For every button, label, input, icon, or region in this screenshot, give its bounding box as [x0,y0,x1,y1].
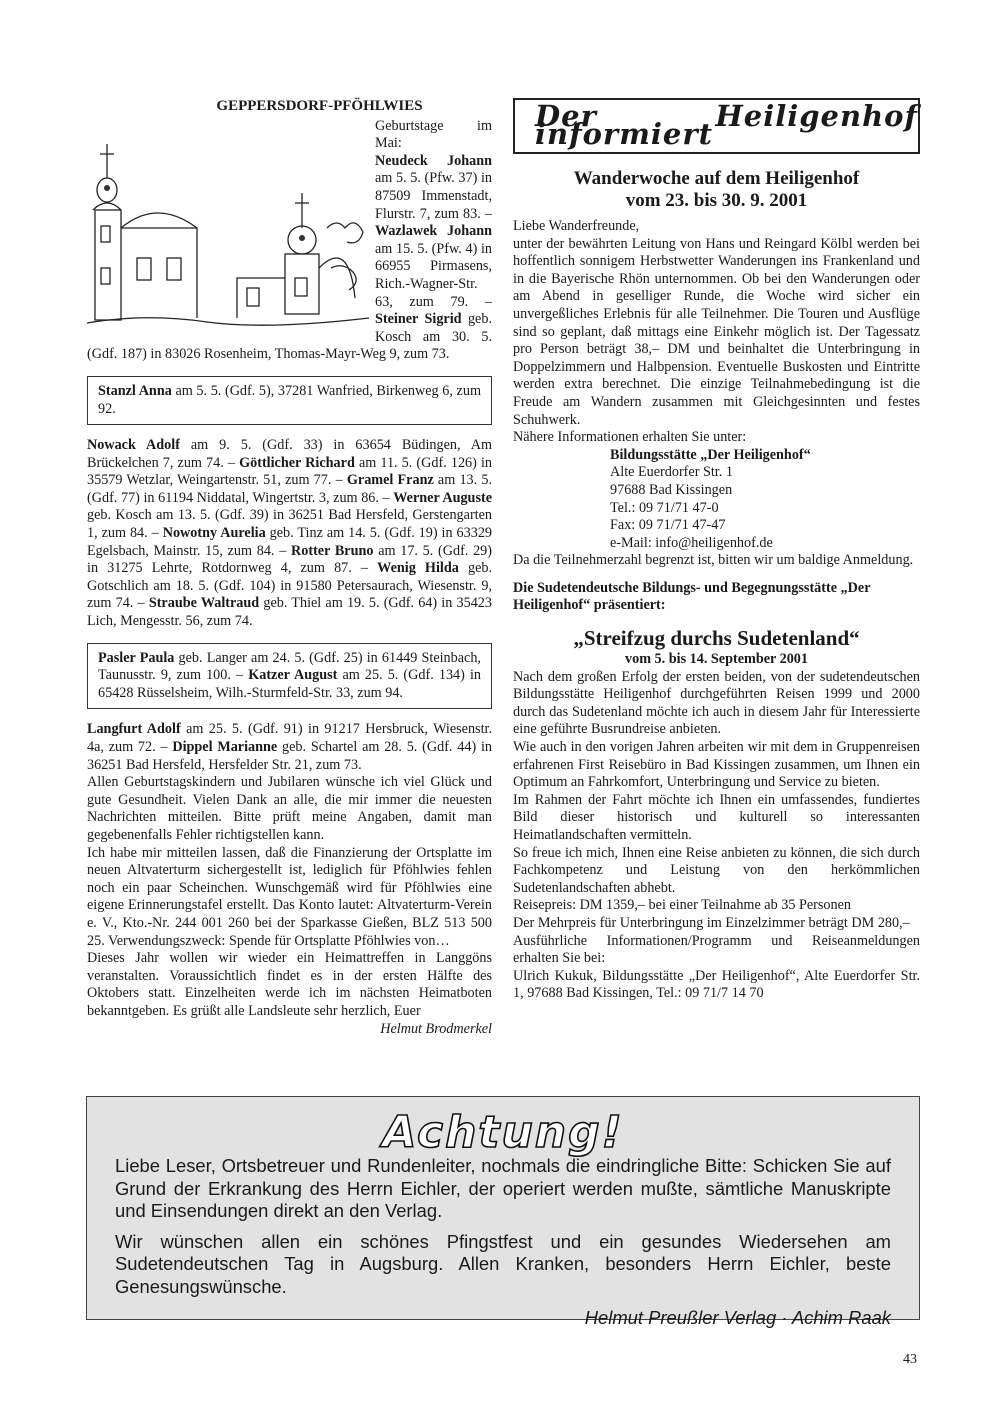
address-name: Bildungsstätte „Der Heiligenhof“ [610,446,811,463]
person-name: Rotter Bruno [291,542,374,559]
notice-box [86,1096,920,1328]
person-name: Dippel Marianne [172,739,278,755]
meeting-paragraph: Dieses Jahr wollen wir wieder ein Heimattreffen in Langgöns veranstalten. Voraussichtlich findet es in der ersten Hälfte des Oktobers statt. Einzelheiten werde ich im nächsten Heimatboten bekanntgeben. Es grüßt alle Landsleute sehr herzlich, Euer [87,950,492,1019]
tour-paragraph-2: Wie auch in den vorigen Jahren arbeiten wir mit dem in Gruppenreisen erfahrenen First Reisebüro in Bad Kissingen zusammen, um Ihnen ein Optimum an Fahrkomfort, Unterbringung und Service zu bieten. [513,739,920,791]
box-1-text: Stanzl Anna am 5. 5. (Gdf. 5), 37281 Wanfried, Birkenweg 6, zum 92. [98,382,481,417]
person-name: Steiner Sigrid [375,311,462,328]
person-name: Göttlicher Richard [239,454,355,471]
address-city: 97688 Bad Kissingen [610,481,733,498]
birthday-paragraph-2: Nowack Adolf am 9. 5. (Gdf. 33) in 63654 Büdingen, Am Brückelchen 7, zum 74. – Göttlicher Richard am 11. 5. (Gdf. 126) in 35579 Wetzlar, Weingartenstr. 51, zum 77. – Gramel Franz am 13. 5. (Gdf. 77) in 61194 Niddatal, Wingertstr. 3, zum 86. – Werner Auguste geb. Kosch am 13. 5. (Gdf. 39) in 36251 Bad Hersfeld, Gerstengarten 1, zum 84. – Nowotny Aurelia geb. Tinz am 14. 5. (Gdf. 19) in 63329 Egelsbach, Mainstr. 15, zum 84. – Rotter Bruno am 17. 5. (Gdf. 29) in 31275 Lehrte, Rotdornweg 4, zum 87. – Wenig Hilda geb. Gotschlich am 18. 5. (Gdf. 104) in 91580 Petersaurach, Wiesenstr. 9, zum 74. – Straube Waltraud geb. Thiel am 19. 5. (Gdf. 64) in 35423 Lich, Mengesstr. 56, zum 74. [87,437,493,630]
greeting: Liebe Wanderfreunde, [513,218,640,234]
heiligenhof-banner [513,98,920,154]
church-drawing [87,118,369,333]
tour-paragraph-1: Nach dem großen Erfolg der ersten beiden, von der sudetendeutschen Bildungsstätte Heiligenhof durchgeführten Reisen 1999 und 2000 durch das Sudetenland möchte ich auch in diesem Jahr für Interessierte eine geführte Busrundreise anbieten. [513,668,920,738]
person-name: Wazlawek Johann [375,223,492,240]
person-name: Wenig Hilda [377,560,459,577]
highlight-box-1 [87,376,492,425]
contact-line: Ulrich Kukuk, Bildungsstätte „Der Heiligenhof“, Alte Euerdorfer Str. 1, 97688 Bad Kissingen, Tel.: 09 71/7 14 70 [513,967,920,1002]
birthday-paragraph-3: Langfurt Adolf am 25. 5. (Gdf. 91) in 91217 Hersbruck, Wiesenstr. 4a, zum 72. – Dippel Marianne geb. Schartel am 28. 5. (Gdf. 44) in 36251 Bad Hersfeld, Hersfelder Str. 21, zum 73. [87,721,492,773]
intro-text: Geburtstage im Mai: [375,117,492,152]
box-2-text: Pasler Paula geb. Langer am 24. 5. (Gdf. 25) in 61449 Steinbach, Taunusstr. 9, zum 100. – Katzer August am 25. 5. (Gdf. 134) in 65428 Rüsselsheim, Wilh.-Sturmfeld-Str. 33, zum 94. [98,649,481,701]
thanks-paragraph: Allen Geburtstagskindern und Jubilaren wünsche ich viel Glück und gute Gesundheit. Vielen Dank an alle, die mir immer die neuesten Nachrichten mitteilen. Bitte prüft meine Angaben, damit man gegebenenfalls Fehler richtigstellen kann. [87,774,492,843]
left-signature: Helmut Brodmerkel [380,1020,492,1037]
address-email: e-Mail: info@heiligenhof.de [610,534,773,551]
article-title-2: „Streifzug durchs Sudetenland“ [573,626,860,651]
banner-title: Der Heiligenhof informiert [535,99,918,151]
person-name: Pasler Paula [98,649,175,666]
highlight-box-2 [87,643,492,710]
church-illustration [87,118,369,333]
address-block [610,447,920,553]
person-name: Langfurt Adolf [87,721,181,738]
presents-heading: Die Sudetendeutsche Bildungs- und Begegnungsstätte „Der Heiligenhof“ präsentiert: [513,579,871,614]
notice-text [115,1155,891,1337]
person-name: Straube Waltraud [148,595,260,612]
address-fax: Fax: 09 71/71 47-47 [610,517,726,534]
person-name: Nowotny Aurelia [162,525,266,542]
article-title-1: Wanderwoche auf dem Heiligenhof [573,168,860,189]
person-name: Werner Auguste [393,489,492,506]
wander-paragraph: unter der bewährten Leitung von Hans und Reingard Kölbl werden bei hoffentlich sonnigem Herbstwetter Wanderungen ins Frankenland und in die Bayerische Rhön unternommen. Ob bei den Wanderungen oder am Abend in geselliger Runde, die Woche wird sicher ein unvergeßliches Erlebnis für alle Teilnehmer. Die Touren und Ausflüge sind so geplant, daß mittags eine Einkehr möglich ist. Der Tagessatz pro Person beträgt 38,– DM und beinhaltet die Unterbringung in Doppelzimmern und Halbpension. Eventuelle Buskosten und Eintritte werden extra berechnet. Die einzige Teilnahmebedingung ist die Freude am Wandern zusammen mit Gleichgesinnten und festes Schuhwerk. [513,235,920,428]
address-tel: Tel.: 09 71/71 47-0 [610,499,719,516]
notice-title: Achtung! [382,1107,624,1158]
notice-paragraph-2: Wir wünschen allen ein schönes Pfingstfest und ein gesundes Wiedersehen am Sudetendeutschen Tag in Augsburg. Allen Kranken, besonders Herrn Eichler, beste Genesungswünsche. [115,1230,891,1297]
birthday-paragraph-1: Neudeck Johann am 5. 5. (Pfw. 37) in 87509 Immenstadt, Flurstr. 7, zum 83. – Wazlawek Johann am 15. 5. (Pfw. 4) in 66955 Pirmasens, Rich.-Wagner-Str. 63, zum 79. – Steiner Sigrid geb. Kosch am 30. 5. (Gdf. 187) in 83026 Rosenheim, Thomas-Mayr-Weg 9, zum 73. [87,152,492,363]
finance-paragraph: Ich habe mir mitteilen lassen, daß die Finanzierung der Ortsplatte im neuen Altvaterturm sichergestellt ist, lediglich für Pföhlwies fehlen noch ein paar Scheinchen. Wunschgemäß wird für Pföhlwies eine eigene Erinnerungstafel erstellt. Das Konto lautet: Altvaterturm-Verein e. V., Kto.-Nr. 244 001 260 bei der Sparkasse Gießen, BLZ 513 500 25. Verwendungszweck: Spende für Ortsplatte Pföhlwies von… [87,844,492,949]
person-name: Stanzl Anna [98,382,172,399]
tour-paragraph-4: So freue ich mich, Ihnen eine Reise anbieten zu können, die sich durch Fachkompetenz und Leistung von den herkömmlichen Sudetenlandschaften abhebt. [513,844,920,896]
left-column [87,98,492,1038]
article-date-2: vom 5. bis 14. September 2001 [625,651,808,668]
page-number: 43 [903,1352,917,1367]
notice-paragraph-1: Liebe Leser, Ortsbetreuer und Rundenleiter, nochmals die eindringliche Bitte: Schicken Sie auf Grund der Erkrankung des Herrn Eichler, der operiert werden mußte, sämtliche Manuskripte und Einsendungen direkt an den Verlag. [115,1155,891,1222]
person-name: Neudeck Johann [375,152,492,169]
registration-paragraph: Da die Teilnehmerzahl begrenzt ist, bitten wir um baldige Anmeldung. [513,552,914,569]
single-room-line: Der Mehrpreis für Unterbringung im Einzelzimmer beträgt DM 280,– [513,914,910,931]
tour-paragraph-3: Im Rahmen der Fahrt möchte ich Ihnen ein umfassendes, fundiertes Bild dieser historisch und kulturell so interessanten Heimatlandschaften vermitteln. [513,791,920,843]
right-column [513,98,920,1003]
price-line: Reisepreis: DM 1359,– bei einer Teilnahme ab 35 Personen [513,897,851,914]
section-heading: GEPPERSDORF-PFÖHLWIES [216,98,423,114]
person-name: Katzer August [248,667,338,684]
person-name: Nowack Adolf [87,437,180,454]
info-line: Nähere Informationen erhalten Sie unter: [513,429,747,446]
person-name: Gramel Franz [346,472,434,489]
details-line: Ausführliche Informationen/Programm und Reiseanmeldungen erhalten Sie bei: [513,932,920,967]
address-street: Alte Euerdorfer Str. 1 [610,464,733,481]
notice-signature: Helmut Preußler Verlag · Achim Raak [584,1306,891,1328]
article-date-1: vom 23. bis 30. 9. 2001 [625,190,808,211]
